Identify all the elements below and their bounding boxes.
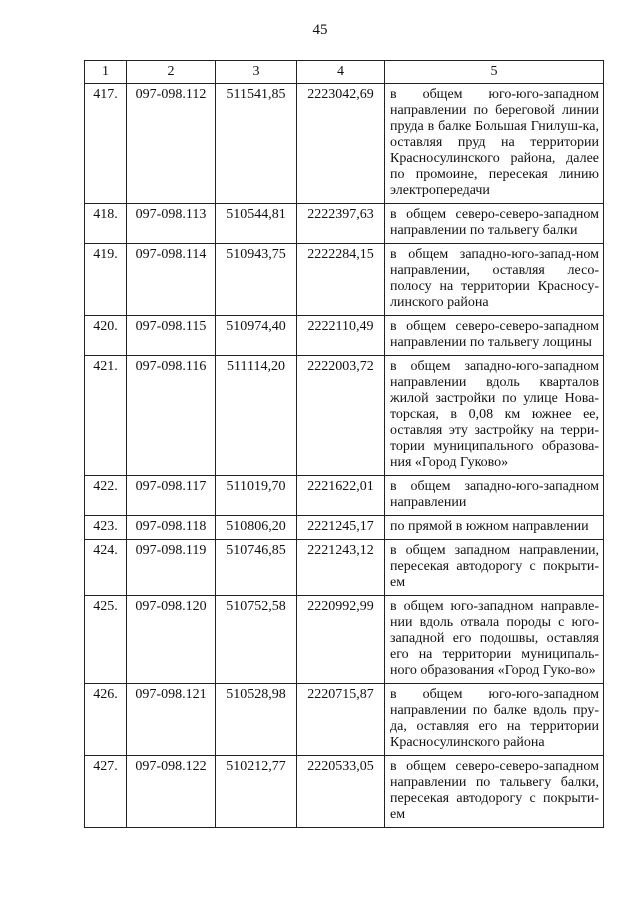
table-row [85, 756, 604, 828]
row-number: 425. [85, 596, 127, 684]
table-row [85, 516, 604, 540]
coordinate-y: 2223042,69 [297, 84, 385, 204]
boundary-description: в общем северо-северо-западном направлении по тальвегу балки [385, 204, 604, 244]
row-number: 417. [85, 84, 127, 204]
point-code: 097-098.121 [127, 684, 216, 756]
table-row [85, 356, 604, 476]
table-row [85, 244, 604, 316]
coordinate-x: 510974,40 [216, 316, 297, 356]
point-code: 097-098.120 [127, 596, 216, 684]
coordinate-y: 2220992,99 [297, 596, 385, 684]
table-row [85, 204, 604, 244]
table-row [85, 596, 604, 684]
table-row [85, 84, 604, 204]
point-code: 097-098.119 [127, 540, 216, 596]
boundary-table [84, 60, 604, 828]
table-header-row [85, 61, 604, 84]
coordinate-y: 2221245,17 [297, 516, 385, 540]
row-number: 424. [85, 540, 127, 596]
row-number: 421. [85, 356, 127, 476]
boundary-description: в общем северо-северо-западном направлении по тальвегу балки, пересекая автодорогу с покрыти-ем [385, 756, 604, 828]
coordinate-x: 510544,81 [216, 204, 297, 244]
point-code: 097-098.116 [127, 356, 216, 476]
boundary-description: в общем западно-юго-западном направлении [385, 476, 604, 516]
row-number: 427. [85, 756, 127, 828]
coordinate-x: 511114,20 [216, 356, 297, 476]
page-number: 45 [312, 22, 328, 38]
boundary-description: в общем северо-северо-западном направлении по тальвегу лощины [385, 316, 604, 356]
row-number: 420. [85, 316, 127, 356]
coordinate-y: 2222284,15 [297, 244, 385, 316]
row-number: 423. [85, 516, 127, 540]
point-code: 097-098.115 [127, 316, 216, 356]
column-header-5: 5 [385, 61, 604, 84]
row-number: 422. [85, 476, 127, 516]
boundary-description: в общем западно-юго-западном направлении вдоль кварталов жилой застройки по улице Нова-торская, в 0,08 км южнее ее, оставляя эту застройку на терри-тории муниципального образова-ния «Город Гуково» [385, 356, 604, 476]
coordinate-y: 2222003,72 [297, 356, 385, 476]
table-row [85, 476, 604, 516]
coordinate-x: 510212,77 [216, 756, 297, 828]
coordinate-y: 2220533,05 [297, 756, 385, 828]
coordinate-x: 510943,75 [216, 244, 297, 316]
point-code: 097-098.114 [127, 244, 216, 316]
point-code: 097-098.112 [127, 84, 216, 204]
boundary-description: в общем юго-юго-западном направлении по балке вдоль пру-да, оставляя его на территории Красносулинского района [385, 684, 604, 756]
coordinate-x: 510746,85 [216, 540, 297, 596]
coordinate-x: 511019,70 [216, 476, 297, 516]
table-row [85, 316, 604, 356]
coordinate-y: 2221243,12 [297, 540, 385, 596]
boundary-description: в общем западном направлении, пересекая автодорогу с покрыти-ем [385, 540, 604, 596]
boundary-description: в общем юго-западном направле-нии вдоль отвала породы с юго-западной его подошвы, оставляя его на территории муниципаль-ного образования «Город Гуко-во» [385, 596, 604, 684]
row-number: 418. [85, 204, 127, 244]
coordinate-x: 511541,85 [216, 84, 297, 204]
column-header-2: 2 [127, 61, 216, 84]
coordinate-y: 2221622,01 [297, 476, 385, 516]
table-row [85, 540, 604, 596]
boundary-description: по прямой в южном направлении [385, 516, 604, 540]
coordinate-x: 510806,20 [216, 516, 297, 540]
row-number: 426. [85, 684, 127, 756]
coordinate-y: 2222397,63 [297, 204, 385, 244]
row-number: 419. [85, 244, 127, 316]
coordinate-x: 510752,58 [216, 596, 297, 684]
table-row [85, 684, 604, 756]
boundary-description: в общем западно-юго-запад-ном направлении, оставляя лесо-полосу на территории Красносу-линского района [385, 244, 604, 316]
column-header-1: 1 [85, 61, 127, 84]
point-code: 097-098.117 [127, 476, 216, 516]
boundary-description: в общем юго-юго-западном направлении по береговой линии пруда в балке Большая Гнилуш-ка, оставляя пруд на территории Красносулинского района, далее по промоине, пересекая линию электропередачи [385, 84, 604, 204]
point-code: 097-098.118 [127, 516, 216, 540]
column-header-4: 4 [297, 61, 385, 84]
coordinate-x: 510528,98 [216, 684, 297, 756]
coordinate-y: 2222110,49 [297, 316, 385, 356]
point-code: 097-098.122 [127, 756, 216, 828]
coordinate-y: 2220715,87 [297, 684, 385, 756]
column-header-3: 3 [216, 61, 297, 84]
point-code: 097-098.113 [127, 204, 216, 244]
